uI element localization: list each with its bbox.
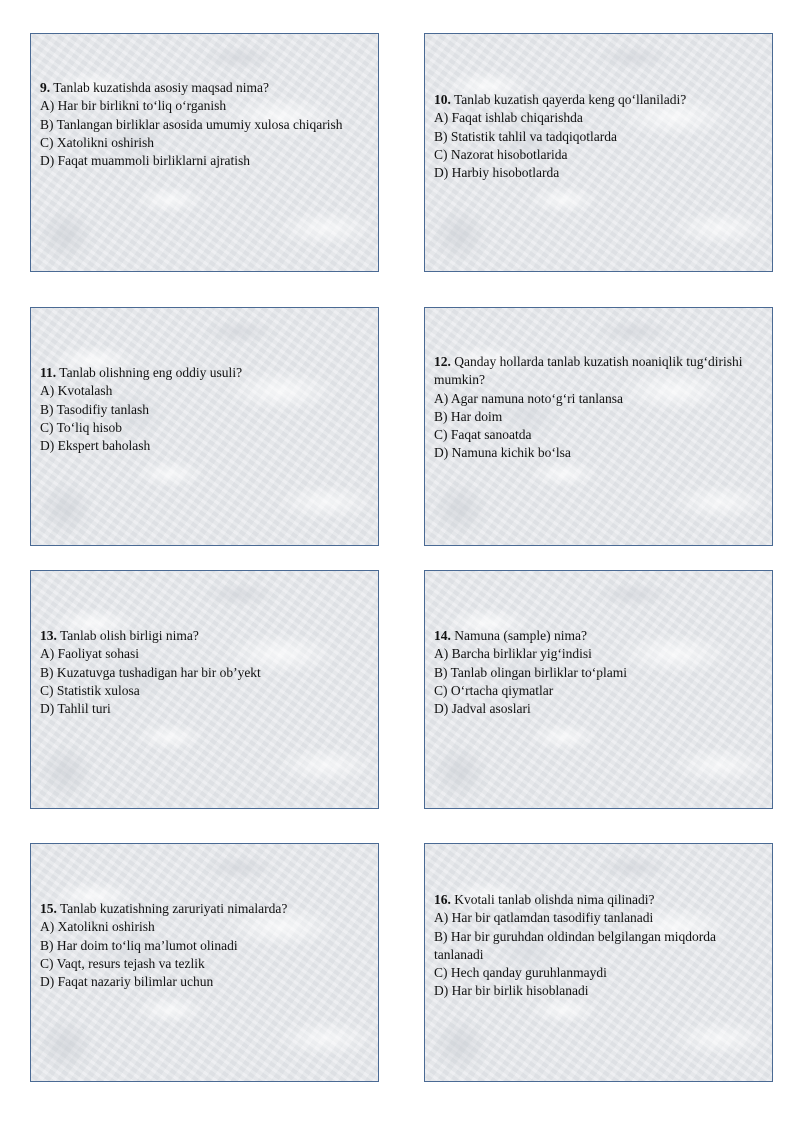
option-d: D) Namuna kichik bo‘lsa	[434, 445, 571, 461]
card-content	[40, 627, 372, 718]
question-body: Qanday hollarda tanlab kuzatish noaniqlik tug‘dirishi mumkin?	[434, 354, 743, 388]
option-c: C) Nazorat hisobotlarida	[434, 146, 568, 162]
card-content	[40, 900, 372, 991]
question-number: 16.	[434, 892, 451, 907]
question-text	[434, 353, 766, 390]
question-card	[424, 33, 773, 272]
option-b: B) Statistik tahlil va tadqiqotlarda	[434, 128, 617, 144]
option-a: A) Har bir birlikni to‘liq o‘rganish	[40, 98, 227, 114]
option-d: D) Ekspert baholash	[40, 438, 151, 454]
option-a: A) Agar namuna noto‘g‘ri tanlansa	[434, 390, 623, 406]
question-text	[434, 91, 766, 109]
option-d: D) Faqat muammoli birliklarni ajratish	[40, 153, 250, 169]
question-card	[30, 307, 379, 546]
question-text	[434, 627, 766, 645]
question-body: Tanlab kuzatishning zaruriyati nimalarda?	[56, 901, 288, 916]
option-a: A) Xatolikni oshirish	[40, 919, 155, 935]
option-a: A) Har bir qatlamdan tasodifiy tanlanadi	[434, 910, 654, 926]
question-card	[30, 33, 379, 272]
card-content	[40, 79, 372, 170]
option-a: A) Faqat ishlab chiqarishda	[434, 110, 583, 126]
question-card	[30, 843, 379, 1082]
question-body: Tanlab kuzatishda asosiy maqsad nima?	[50, 80, 269, 95]
card-content	[434, 353, 766, 463]
question-text	[40, 627, 372, 645]
question-card	[424, 843, 773, 1082]
question-text	[40, 364, 372, 382]
card-content	[434, 891, 766, 1001]
option-c: C) O‘rtacha qiymatlar	[434, 682, 554, 698]
question-text	[40, 79, 372, 97]
question-body: Tanlab kuzatish qayerda keng qo‘llaniladi?	[450, 92, 687, 107]
question-card	[424, 570, 773, 809]
question-number: 15.	[40, 901, 57, 916]
option-d: D) Harbiy hisobotlarda	[434, 165, 560, 181]
option-c: C) Statistik xulosa	[40, 682, 140, 698]
question-card	[30, 570, 379, 809]
question-number: 14.	[434, 628, 451, 643]
question-text	[434, 891, 766, 909]
option-c: C) Xatolikni oshirish	[40, 134, 154, 150]
question-text	[40, 900, 372, 918]
card-content	[434, 91, 766, 182]
option-d: D) Tahlil turi	[40, 701, 111, 717]
question-body: Tanlab olish birligi nima?	[56, 628, 199, 643]
question-card	[424, 307, 773, 546]
option-c: C) Vaqt, resurs tejash va tezlik	[40, 955, 205, 971]
option-d: D) Jadval asoslari	[434, 701, 531, 717]
question-number: 10.	[434, 92, 451, 107]
question-number: 13.	[40, 628, 57, 643]
question-body: Kvotali tanlab olishda nima qilinadi?	[450, 892, 655, 907]
option-c: C) Hech qanday guruhlanmaydi	[434, 965, 607, 981]
option-c: C) To‘liq hisob	[40, 419, 123, 435]
option-a: A) Kvotalash	[40, 383, 113, 399]
question-number: 12.	[434, 354, 451, 369]
card-content	[40, 364, 372, 455]
question-body: Namuna (sample) nima?	[450, 628, 587, 643]
option-c: C) Faqat sanoatda	[434, 427, 532, 443]
question-number: 9.	[40, 80, 51, 95]
option-b: B) Tanlangan birliklar asosida umumiy xulosa chiqarish	[40, 116, 343, 132]
option-b: B) Har doim	[434, 408, 503, 424]
option-a: A) Barcha birliklar yig‘indisi	[434, 646, 592, 662]
option-b: B) Har doim to‘liq ma’lumot olinadi	[40, 937, 238, 953]
card-content	[434, 627, 766, 718]
option-b: B) Tanlab olingan birliklar to‘plami	[434, 664, 628, 680]
option-b: B) Kuzatuvga tushadigan har bir ob’yekt	[40, 664, 261, 680]
option-b: B) Har bir guruhdan oldindan belgilangan miqdorda tanlanadi	[434, 928, 716, 962]
question-number: 11.	[40, 365, 57, 380]
question-body: Tanlab olishning eng oddiy usuli?	[56, 365, 243, 380]
option-d: D) Har bir birlik hisoblanadi	[434, 983, 589, 999]
option-b: B) Tasodifiy tanlash	[40, 401, 150, 417]
option-d: D) Faqat nazariy bilimlar uchun	[40, 974, 214, 990]
option-a: A) Faoliyat sohasi	[40, 646, 139, 662]
